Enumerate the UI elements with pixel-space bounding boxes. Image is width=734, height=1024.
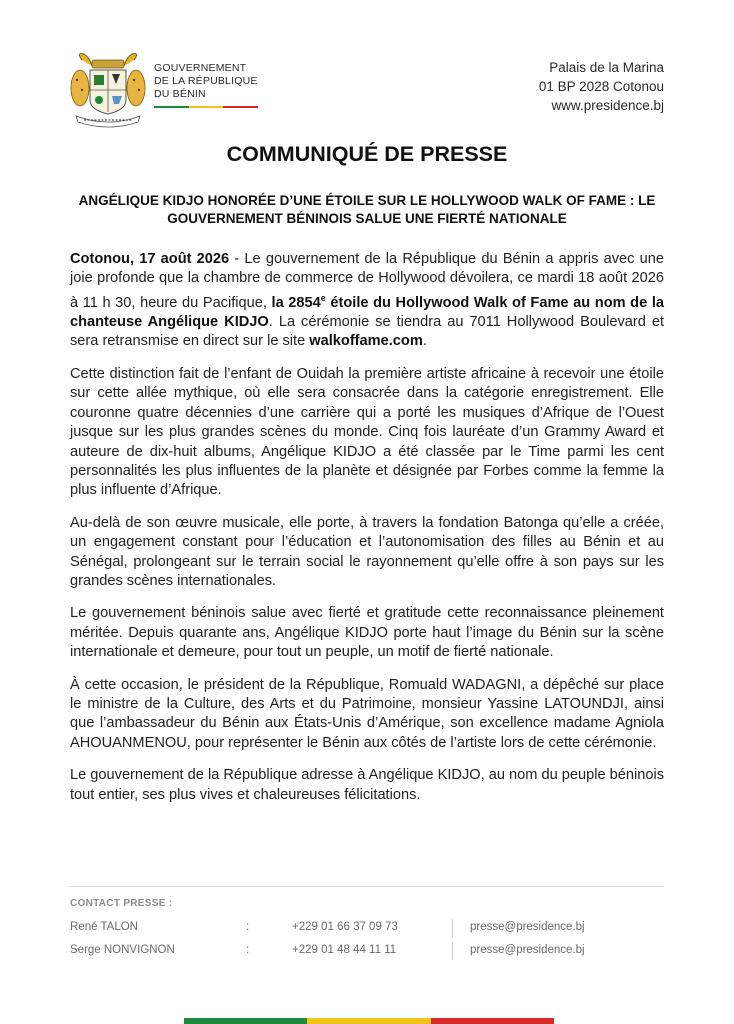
- document-title: COMMUNIQUÉ DE PRESSE: [226, 142, 508, 166]
- gov-line-1: GOUVERNEMENT: [154, 62, 247, 74]
- paragraph-6: Le gouvernement de la République adresse à Angélique KIDJO, au nom du peuple béninois tout entier, ses plus vives et chaleureuses félicitations.: [70, 767, 664, 803]
- paragraph-1: Cotonou, 17 août 2026 - Le gouvernement de la République du Bénin a appris avec une joie profonde que la chambre de commerce de Hollywood dévoilera, ce mardi 18 août 2026 à 11 h 30, heure du Pacifique, la 2854e étoile du Hollywood Walk of Fame au nom de la chanteuse Angélique KIDJO. La cérémonie se tiendra au 7011 Hollywood Boulevard et sera retransmise en direct sur le site walkoffame.com.: [70, 251, 664, 350]
- website-link: walkoffame.com: [309, 333, 423, 350]
- contact-name: René TALON: [70, 921, 138, 933]
- contact-phone: +229 01 66 37 09 73: [292, 921, 398, 933]
- contact-divider: [70, 886, 664, 887]
- government-name: [154, 62, 258, 101]
- address-website: www.presidence.bj: [551, 98, 664, 113]
- contact-heading: CONTACT PRESSE :: [70, 898, 173, 909]
- paragraph-2: Cette distinction fait de l’enfant de Ouidah la première artiste africaine à recevoir une étoile sur cette allée mythique, où elle sera consacrée dans la catégorie enregistrement. Elle couronne quatre décennies d’une carrière qui a porté les musiques d’Afrique de l’Ouest jusque sur les plus grandes scènes du monde. Cinq fois lauréate d’un Grammy Award et auteure de dix-huit albums, Angélique KIDJO a été classée par le Time parmi les cent personnalités les plus influentes de la planète et désignée par Forbes comme la femme la plus influente d’Afrique.: [70, 365, 664, 499]
- letterhead: [0, 0, 734, 120]
- paragraph-3: Au-delà de son œuvre musicale, elle porte, à travers la fondation Batonga qu’elle a créée, un engagement constant pour l’éducation et l’autonomisation des filles au Bénin et au Sénégal, prolongeant sur le terrain social le rayonnement qu’elle offre à son pays sur les grandes scènes internationales.: [70, 514, 664, 589]
- address-block: [539, 58, 664, 115]
- star-number: la 2854e étoile du Hollywood Walk of Fame au nom de la chanteuse Angélique KIDJO: [70, 292, 664, 331]
- contact-row: Serge NONVIGNON : +229 01 48 44 11 11 presse@presidence.bj: [70, 944, 664, 962]
- gov-line-3: DU BÉNIN: [154, 88, 206, 100]
- address-line-1: Palais de la Marina: [549, 60, 664, 75]
- contact-email: presse@presidence.bj: [470, 921, 585, 933]
- contact-name: Serge NONVIGNON: [70, 944, 175, 956]
- paragraph-4: Le gouvernement béninois salue avec fierté et gratitude cette reconnaissance pleinement méritée. Depuis quarante ans, Angélique KIDJO porte haut l’image du Bénin sur la scène internationale et demeure, pour tout un peuple, un motif de fierté nationale.: [70, 605, 664, 661]
- paragraph-5: À cette occasion, le président de la République, Romuald WADAGNI, a dépêché sur place le ministre de la Culture, des Arts et du Patrimoine, monsieur Yassine LATOUNDJI, ainsi que l’ambassadeur du Bénin aux États-Unis d’Amérique, son excellence madame Agniola AHOUANMENOU, pour représenter le Bénin aux côtés de l’artiste lors de cette cérémonie.: [70, 676, 664, 751]
- benin-coat-of-arms-icon: [68, 50, 148, 130]
- gov-line-2: DE LA RÉPUBLIQUE: [154, 75, 258, 87]
- dateline: Cotonou, 17 août 2026: [70, 251, 230, 267]
- contact-email: presse@presidence.bj: [470, 944, 585, 956]
- contact-row: René TALON : +229 01 66 37 09 73 presse@presidence.bj: [70, 921, 664, 939]
- press-release-body: [70, 250, 664, 818]
- address-line-2: 01 BP 2028 Cotonou: [538, 79, 664, 94]
- flag-color-rule: [154, 106, 258, 108]
- flag-footer-band: [184, 1018, 554, 1024]
- document-subtitle: ANGÉLIQUE KIDJO HONORÉE D’UNE ÉTOILE SUR LE HOLLYWOOD WALK OF FAME : LE GOUVERNEMENT BÉNINOIS SALUE UNE FIERTÉ NATIONALE: [78, 193, 656, 226]
- contact-phone: +229 01 48 44 11 11: [292, 944, 397, 956]
